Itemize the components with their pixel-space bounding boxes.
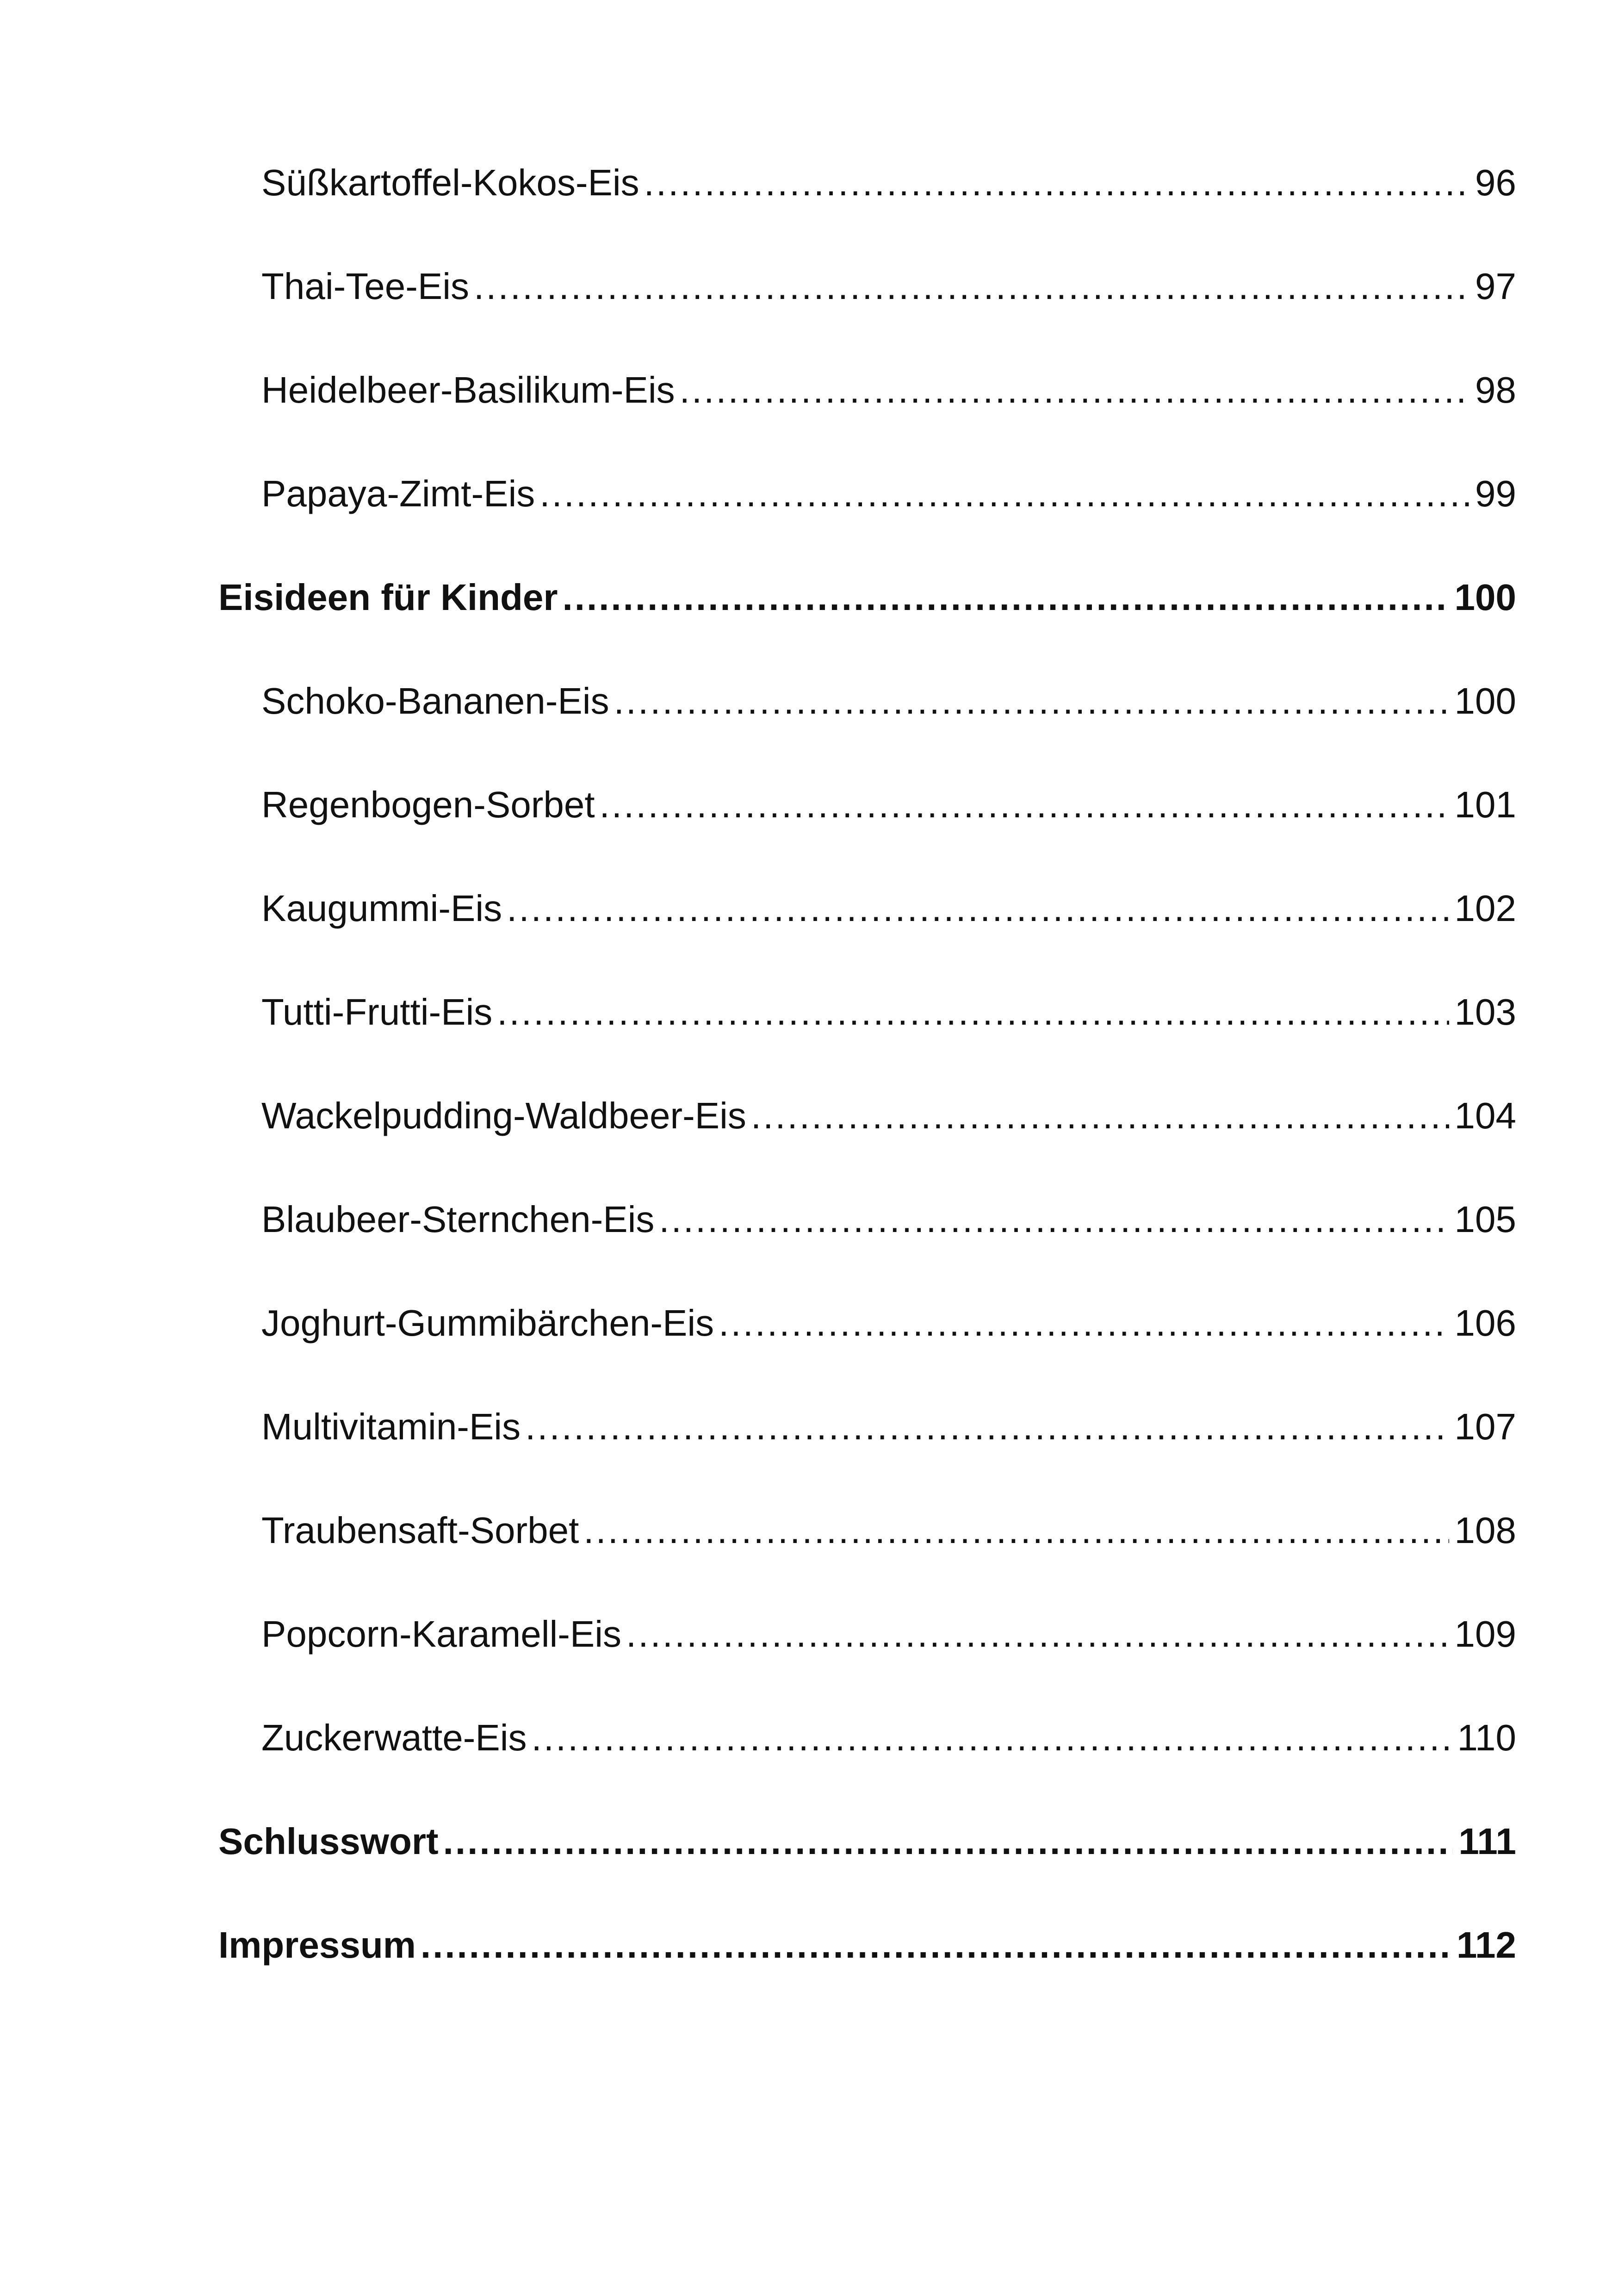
toc-entry[interactable]: [218, 890, 1516, 994]
dot-leader: [474, 268, 1469, 305]
toc-entry-page: 103: [1454, 994, 1516, 1033]
toc-entry[interactable]: [218, 994, 1516, 1097]
toc-entry-title: Heidelbeer-Basilikum-Eis: [261, 372, 675, 411]
toc-entry-title: Traubensaft-Sorbet: [261, 1512, 579, 1551]
toc-entry[interactable]: [218, 1616, 1516, 1719]
toc-entry-title: Thai-Tee-Eis: [261, 268, 470, 307]
toc-entry[interactable]: [218, 1512, 1516, 1616]
toc-entry-title: Kaugummi-Eis: [261, 890, 502, 929]
toc-entry-page: 100: [1454, 683, 1516, 722]
toc-entry-title: Multivitamin-Eis: [261, 1408, 521, 1447]
toc-entry[interactable]: [218, 1305, 1516, 1408]
toc-entry-title: Süßkartoffel-Kokos-Eis: [261, 164, 639, 203]
toc-entry-title: Schoko-Bananen-Eis: [261, 683, 609, 722]
toc-entry-title: Wackelpudding-Waldbeer-Eis: [261, 1097, 746, 1136]
dot-leader: [421, 1927, 1451, 1964]
toc-entry-page: 96: [1475, 164, 1516, 203]
toc-entry-title: Blaubeer-Sternchen-Eis: [261, 1201, 655, 1240]
dot-leader: [497, 994, 1449, 1031]
toc-section-heading[interactable]: [218, 579, 1516, 683]
toc-entry-page: 97: [1475, 268, 1516, 307]
toc-entry-title: Regenbogen-Sorbet: [261, 786, 595, 825]
toc-entry[interactable]: [218, 268, 1516, 372]
toc-entry-title: Popcorn-Karamell-Eis: [261, 1616, 622, 1655]
toc-entry-page: 110: [1457, 1719, 1516, 1758]
dot-leader: [562, 579, 1449, 616]
dot-leader: [443, 1823, 1453, 1860]
table-of-contents: [218, 164, 1516, 2030]
toc-entry-page: 100: [1454, 579, 1516, 618]
toc-entry-page: 107: [1454, 1408, 1516, 1447]
toc-entry[interactable]: [218, 1201, 1516, 1305]
toc-entry[interactable]: [218, 786, 1516, 890]
toc-entry[interactable]: [218, 1408, 1516, 1512]
dot-leader: [751, 1097, 1449, 1134]
dot-leader: [626, 1616, 1449, 1653]
toc-entry-page: 102: [1454, 890, 1516, 929]
toc-entry[interactable]: [218, 164, 1516, 268]
dot-leader: [644, 164, 1469, 201]
toc-entry-title: Papaya-Zimt-Eis: [261, 475, 535, 514]
dot-leader: [531, 1719, 1451, 1756]
dot-leader: [614, 683, 1449, 720]
dot-leader: [507, 890, 1449, 927]
toc-section-heading[interactable]: [218, 1927, 1516, 2030]
toc-entry-page: 111: [1458, 1823, 1516, 1862]
dot-leader: [583, 1512, 1449, 1549]
toc-entry[interactable]: [218, 1719, 1516, 1823]
dot-leader: [719, 1305, 1449, 1342]
dot-leader: [680, 372, 1469, 409]
toc-entry-title: Eisideen für Kinder: [218, 579, 558, 618]
toc-entry-page: 99: [1475, 475, 1516, 514]
toc-entry-title: Impressum: [218, 1927, 416, 1966]
toc-entry-page: 98: [1475, 372, 1516, 411]
toc-entry-page: 101: [1454, 786, 1516, 825]
toc-entry-title: Tutti-Frutti-Eis: [261, 994, 493, 1033]
toc-entry-page: 106: [1454, 1305, 1516, 1344]
dot-leader: [525, 1408, 1449, 1445]
toc-entry-page: 109: [1454, 1616, 1516, 1655]
toc-entry-title: Zuckerwatte-Eis: [261, 1719, 527, 1758]
toc-entry[interactable]: [218, 372, 1516, 475]
toc-entry-title: Schlusswort: [218, 1823, 439, 1862]
toc-entry-page: 104: [1454, 1097, 1516, 1136]
toc-entry[interactable]: [218, 475, 1516, 579]
toc-entry[interactable]: [218, 1097, 1516, 1201]
toc-entry-page: 105: [1454, 1201, 1516, 1240]
toc-entry-page: 112: [1456, 1927, 1516, 1966]
dot-leader: [659, 1201, 1449, 1238]
toc-entry-title: Joghurt-Gummibärchen-Eis: [261, 1305, 714, 1344]
dot-leader: [539, 475, 1469, 512]
toc-section-heading[interactable]: [218, 1823, 1516, 1927]
toc-entry[interactable]: [218, 683, 1516, 786]
toc-entry-page: 108: [1454, 1512, 1516, 1551]
dot-leader: [600, 786, 1449, 823]
